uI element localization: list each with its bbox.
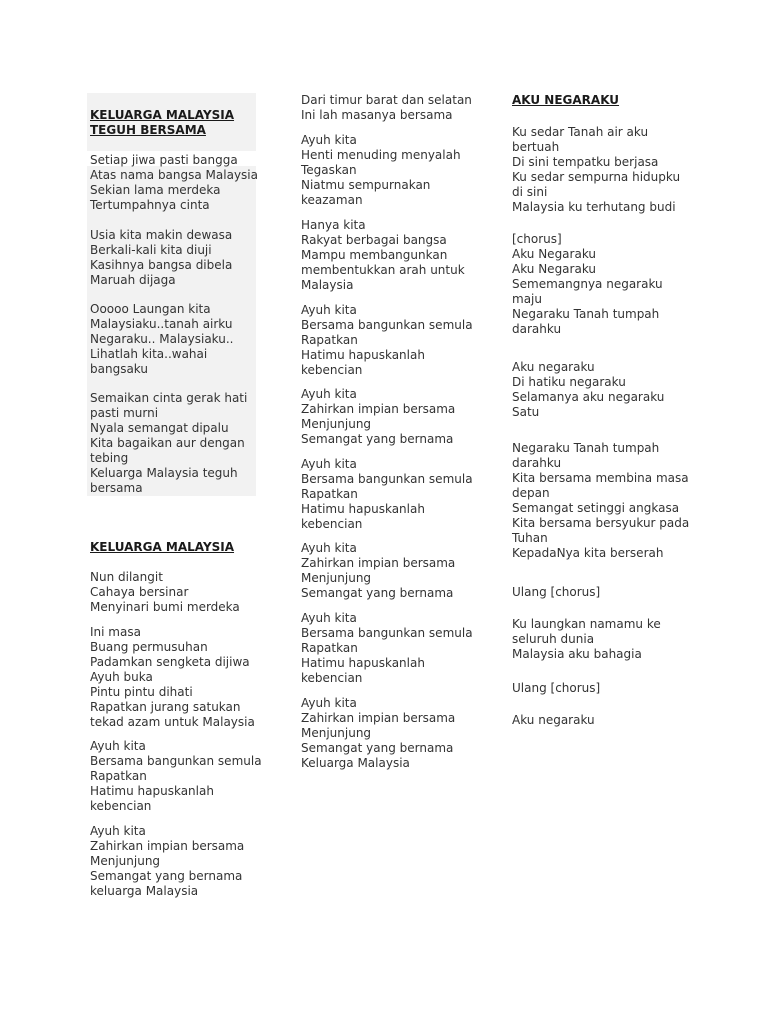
lyric-line: Ayuh kita xyxy=(301,457,357,471)
lyric-line: Ayuh kita xyxy=(301,696,357,710)
lyric-line: Maruah dijaga xyxy=(90,273,176,287)
song3-stanza-7 xyxy=(512,681,600,696)
lyric-line: keazaman xyxy=(301,193,363,207)
lyric-line: Malaysia xyxy=(301,278,354,292)
lyric-line: darahku xyxy=(512,322,562,336)
lyric-line: [chorus] xyxy=(512,232,562,246)
lyric-line: tekad azam untuk Malaysia xyxy=(90,715,255,729)
lyric-line: Nyala semangat dipalu xyxy=(90,421,229,435)
lyric-line: Rapatkan xyxy=(301,487,358,501)
lyric-line: Rapatkan xyxy=(301,333,358,347)
lyric-line: Atas nama bangsa Malaysia xyxy=(90,168,258,182)
lyric-line: Semangat yang bernama xyxy=(90,869,243,883)
lyric-line: Semangat yang bernama xyxy=(301,432,454,446)
lyric-line: Ayuh kita xyxy=(90,824,146,838)
lyric-line: Menjunjung xyxy=(301,417,372,431)
lyric-line: Kita bagaikan aur dengan xyxy=(90,436,245,450)
song1-stanza-4 xyxy=(90,391,247,496)
lyric-line: Hatimu hapuskanlah xyxy=(301,656,425,670)
song2-cont-stanza-3 xyxy=(301,218,465,293)
lyric-line: Ayuh kita xyxy=(301,387,357,401)
lyric-line: Keluarga Malaysia xyxy=(301,756,410,770)
song2-stanza-1 xyxy=(90,570,240,615)
lyric-line: Satu xyxy=(512,405,540,419)
lyric-line: Selamanya aku negaraku xyxy=(512,390,665,404)
lyric-line: Menjunjung xyxy=(301,571,372,585)
lyric-line: Keluarga Malaysia teguh xyxy=(90,466,238,480)
lyric-line: Hatimu hapuskanlah xyxy=(301,502,425,516)
song3-stanza-1 xyxy=(512,125,680,215)
song2-cont-stanza-2 xyxy=(301,133,461,208)
lyric-line: Semangat yang bernama xyxy=(301,741,454,755)
lyric-line: Hatimu hapuskanlah xyxy=(90,784,214,798)
lyric-line: Hanya kita xyxy=(301,218,366,232)
lyric-line: Ayuh kita xyxy=(90,739,146,753)
lyric-line: KepadaNya kita berserah xyxy=(512,546,664,560)
lyric-line: Rapatkan jurang satukan xyxy=(90,700,241,714)
lyric-line: Menjunjung xyxy=(301,726,372,740)
lyric-line: Semangat yang bernama xyxy=(301,586,454,600)
lyric-line: Ayuh kita xyxy=(301,611,357,625)
lyric-line: Malaysiaku..tanah airku xyxy=(90,317,233,331)
lyric-line: kebencian xyxy=(301,517,363,531)
lyric-line: Bersama bangunkan semula xyxy=(90,754,262,768)
lyric-line: Nun dilangit xyxy=(90,570,163,584)
lyric-line: Usia kita makin dewasa xyxy=(90,228,233,242)
lyric-line: Hatimu hapuskanlah xyxy=(301,348,425,362)
song2-stanza-2 xyxy=(90,625,255,730)
lyric-line: Negaraku Tanah tumpah xyxy=(512,307,660,321)
lyric-line: Ini masa xyxy=(90,625,141,639)
lyric-line: Ku laungkan namamu ke xyxy=(512,617,661,631)
lyric-line: Tertumpahnya cinta xyxy=(90,198,210,212)
song2-cont-stanza-7 xyxy=(301,541,455,601)
lyric-line: Aku Negaraku xyxy=(512,247,597,261)
lyric-line: Aku Negaraku xyxy=(512,262,597,276)
lyric-line: Zahirkan impian bersama xyxy=(301,402,456,416)
lyric-line: Sememangnya negaraku xyxy=(512,277,663,291)
lyric-line: Negaraku Tanah tumpah xyxy=(512,441,660,455)
lyric-line: Ayuh kita xyxy=(301,303,357,317)
song3-stanza-4 xyxy=(512,441,689,561)
song2-stanza-3 xyxy=(90,739,262,814)
lyric-line: Zahirkan impian bersama xyxy=(301,556,456,570)
song1-title xyxy=(90,108,234,138)
lyric-line: Rakyat berbagai bangsa xyxy=(301,233,447,247)
lyric-line: bertuah xyxy=(512,140,560,154)
lyric-line: kebencian xyxy=(301,671,363,685)
song1-stanza-1 xyxy=(90,153,258,213)
lyric-line: Lihatlah kita..wahai xyxy=(90,347,208,361)
lyric-line: Bersama bangunkan semula xyxy=(301,472,473,486)
song3-stanza-5 xyxy=(512,585,600,600)
lyric-line: seluruh dunia xyxy=(512,632,595,646)
lyric-line: Aku negaraku xyxy=(512,713,595,727)
song2-cont-stanza-8 xyxy=(301,611,473,686)
lyric-line: keluarga Malaysia xyxy=(90,884,199,898)
lyric-line: Rapatkan xyxy=(301,641,358,655)
song1-title-line-2: TEGUH BERSAMA xyxy=(90,123,206,137)
lyric-line: Kita bersama bersyukur pada xyxy=(512,516,690,530)
lyric-line: Buang permusuhan xyxy=(90,640,208,654)
lyric-line: pasti murni xyxy=(90,406,159,420)
lyric-line: Aku negaraku xyxy=(512,360,595,374)
lyric-line: Niatmu sempurnakan xyxy=(301,178,431,192)
lyric-line: Bersama bangunkan semula xyxy=(301,318,473,332)
lyric-line: maju xyxy=(512,292,542,306)
lyric-line: Ayuh kita xyxy=(301,541,357,555)
song2-cont-stanza-5 xyxy=(301,387,455,447)
lyric-line: Ini lah masanya bersama xyxy=(301,108,453,122)
song3-stanza-6 xyxy=(512,617,661,662)
lyric-line: Bersama bangunkan semula xyxy=(301,626,473,640)
lyric-line: Sekian lama merdeka xyxy=(90,183,221,197)
lyric-line: Padamkan sengketa dijiwa xyxy=(90,655,250,669)
lyric-line: tebing xyxy=(90,451,129,465)
lyric-line: Tegaskan xyxy=(301,163,357,177)
song3-stanza-8 xyxy=(512,713,595,728)
lyric-line: Pintu pintu dihati xyxy=(90,685,193,699)
song1-stanza-3 xyxy=(90,302,234,377)
song3-stanza-2 xyxy=(512,232,663,337)
lyric-line: membentukkan arah untuk xyxy=(301,263,465,277)
lyric-line: Di hatiku negaraku xyxy=(512,375,626,389)
song3-stanza-3 xyxy=(512,360,664,420)
song2-cont-stanza-1 xyxy=(301,93,472,123)
lyric-line: Setiap jiwa pasti bangga xyxy=(90,153,238,167)
lyric-line: Malaysia aku bahagia xyxy=(512,647,642,661)
lyric-line: Zahirkan impian bersama xyxy=(301,711,456,725)
song1-stanza-2 xyxy=(90,228,232,288)
lyric-line: kebencian xyxy=(301,363,363,377)
lyric-line: Zahirkan impian bersama xyxy=(90,839,245,853)
lyric-line: Malaysia ku terhutang budi xyxy=(512,200,676,214)
lyric-line: Ayuh buka xyxy=(90,670,153,684)
song2-title: KELUARGA MALAYSIA xyxy=(90,540,235,554)
lyric-line: di sini xyxy=(512,185,548,199)
lyric-line: Semangat setinggi angkasa xyxy=(512,501,680,515)
lyric-line: bangsaku xyxy=(90,362,148,376)
lyric-line: Mampu membangunkan xyxy=(301,248,448,262)
lyric-line: Ulang [chorus] xyxy=(512,681,601,695)
lyric-line: Ku sedar Tanah air aku xyxy=(512,125,649,139)
lyric-line: Negaraku.. Malaysiaku.. xyxy=(90,332,234,346)
lyric-line: Berkali-kali kita diuji xyxy=(90,243,212,257)
song2-stanza-4 xyxy=(90,824,244,899)
song1-title-line-1: KELUARGA MALAYSIA xyxy=(90,108,235,122)
lyric-line: Di sini tempatku berjasa xyxy=(512,155,659,169)
song3-title: AKU NEGARAKU xyxy=(512,93,620,107)
lyric-line: Ooooo Laungan kita xyxy=(90,302,211,316)
song2-cont-stanza-6 xyxy=(301,457,473,532)
lyric-line: Cahaya bersinar xyxy=(90,585,189,599)
lyric-line: Ulang [chorus] xyxy=(512,585,601,599)
lyric-line: depan xyxy=(512,486,550,500)
lyric-line: Ku sedar sempurna hidupku xyxy=(512,170,681,184)
lyric-line: Tuhan xyxy=(512,531,548,545)
lyric-line: Henti menuding menyalah xyxy=(301,148,461,162)
lyric-line: Semaikan cinta gerak hati xyxy=(90,391,248,405)
lyric-line: Kita bersama membina masa xyxy=(512,471,689,485)
lyric-line: Kasihnya bangsa dibela xyxy=(90,258,233,272)
lyric-line: kebencian xyxy=(90,799,152,813)
lyric-line: Dari timur barat dan selatan xyxy=(301,93,472,107)
lyric-line: bersama xyxy=(90,481,143,495)
lyric-line: Menyinari bumi merdeka xyxy=(90,600,240,614)
lyric-line: Menjunjung xyxy=(90,854,161,868)
lyric-line: Rapatkan xyxy=(90,769,147,783)
lyric-line: Ayuh kita xyxy=(301,133,357,147)
song2-cont-stanza-9 xyxy=(301,696,455,771)
lyric-line: darahku xyxy=(512,456,562,470)
song2-cont-stanza-4 xyxy=(301,303,473,378)
